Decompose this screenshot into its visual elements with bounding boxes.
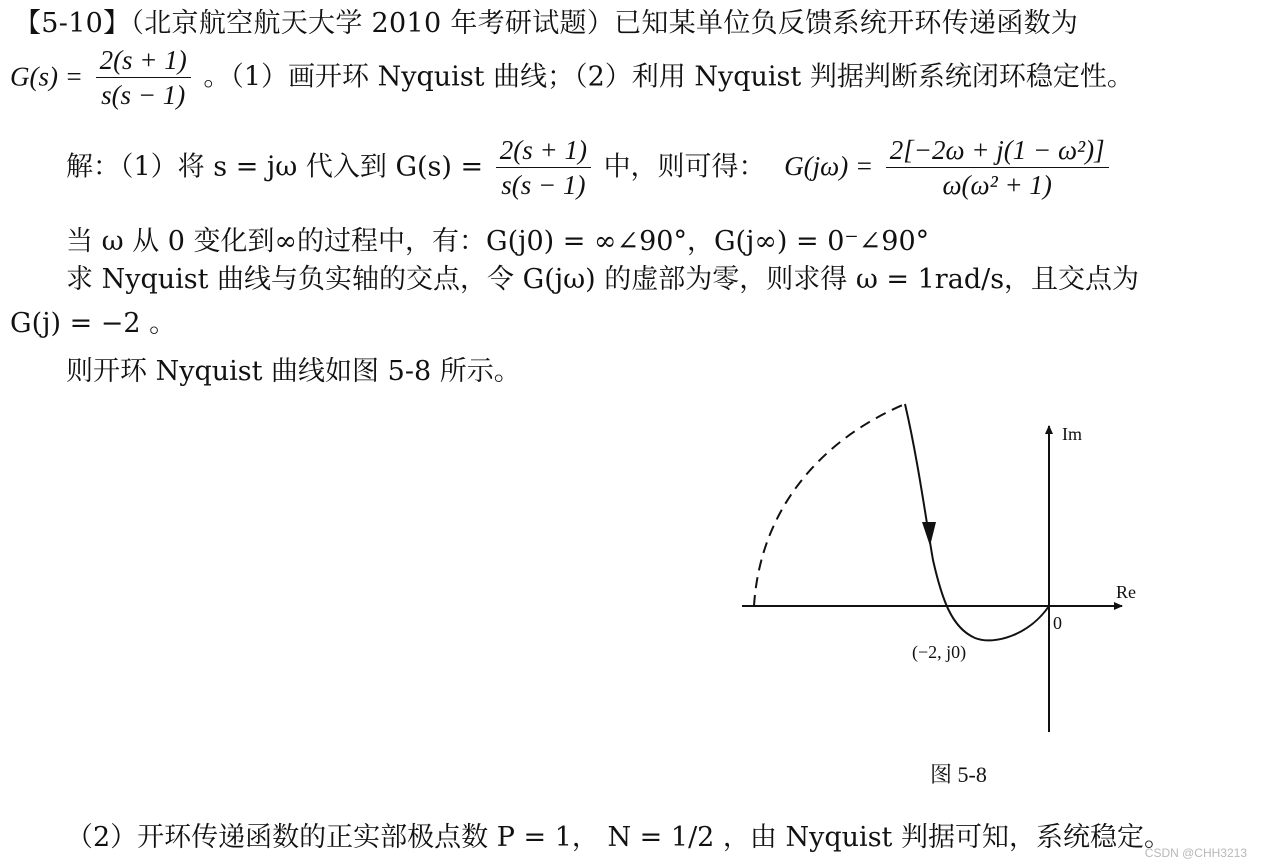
solution-figure-ref: 则开环 Nyquist 曲线如图 5-8 所示。 — [66, 356, 521, 387]
g-of-jw-numerator: 2[−2ω + j(1 − ω²)] — [886, 136, 1109, 168]
solution-step1-prefix: 解：（1）将 s = jω 代入到 G(s) = — [66, 151, 484, 183]
axis-re-label: Re — [1116, 582, 1136, 602]
solution-step1-mid: 中，则可得： — [603, 151, 766, 183]
problem-header: 【5-10】（北京航空航天大学 2010 年考研试题）已知某单位负反馈系统开环传递函数为 — [14, 8, 1079, 39]
figure-caption: 图 5-8 — [930, 762, 987, 787]
solution-step1-numerator: 2(s + 1) — [496, 136, 591, 168]
problem-transfer-function-line — [10, 46, 1134, 110]
problem-question: 。（1）画开环 Nyquist 曲线；（2）利用 Nyquist 判据判断系统闭环稳定性。 — [203, 61, 1134, 93]
nyquist-curve — [905, 404, 1049, 640]
g-of-s-fraction — [96, 46, 191, 110]
solution-step1-fraction — [496, 136, 591, 200]
solution-limits: 当 ω 从 0 变化到∞的过程中，有：G(j0) = ∞∠90°，G(j∞) = 0⁻∠90° — [66, 226, 930, 257]
g-of-jw-denominator: ω(ω² + 1) — [942, 170, 1052, 201]
origin-label: 0 — [1053, 613, 1062, 633]
axis-im-label: Im — [1062, 424, 1082, 444]
g-of-jw-lhs: G(jω) = — [784, 151, 874, 182]
solution-intersection-line2: G(j) = −2 。 — [10, 308, 177, 339]
solution-step1-line — [66, 136, 1113, 200]
watermark-text: CSDN @CHH3213 — [1144, 846, 1247, 860]
solution-step1-denominator: s(s − 1) — [501, 170, 586, 201]
g-of-s-numerator: 2(s + 1) — [96, 46, 191, 78]
curve-direction-arrow — [922, 522, 936, 546]
g-of-jw-fraction — [886, 136, 1109, 200]
infinite-arc-dashed — [754, 404, 905, 606]
solution-intersection-line1: 求 Nyquist 曲线与负实轴的交点，令 G(jω) 的虚部为零，则求得 ω = 1rad/s，且交点为 — [66, 264, 1140, 295]
intersection-point-label: (−2, j0) — [912, 642, 967, 662]
solution-step2: （2）开环传递函数的正实部极点数 P = 1， N = 1/2 ，由 Nyquist 判据可知，系统稳定。 — [66, 822, 1171, 853]
g-of-s-lhs: G(s) = — [10, 61, 83, 92]
g-of-s-denominator: s(s − 1) — [101, 80, 186, 111]
